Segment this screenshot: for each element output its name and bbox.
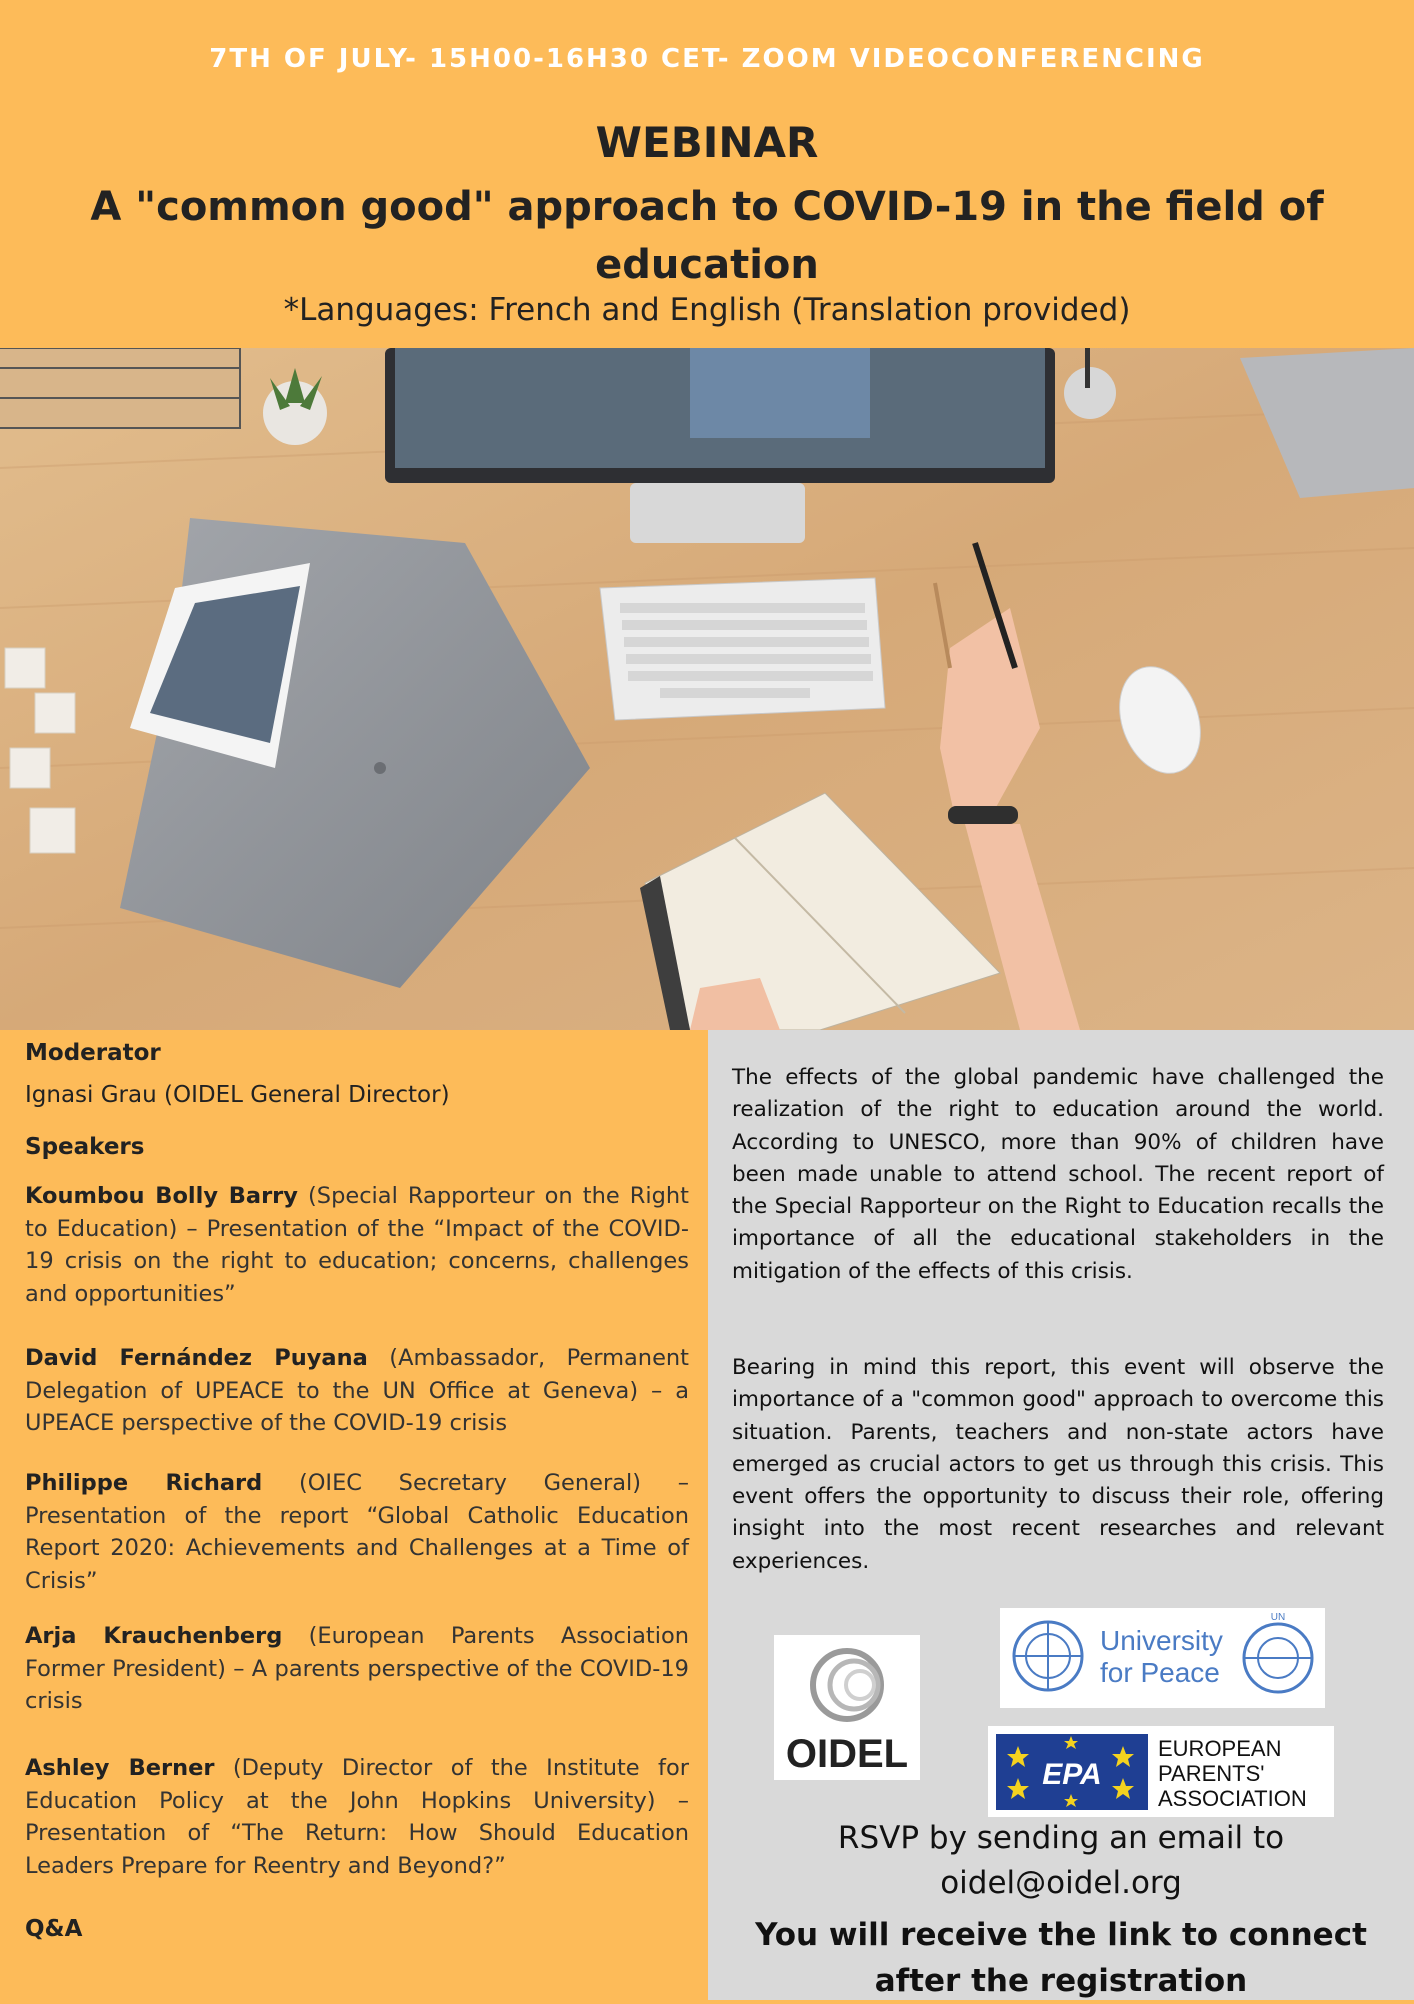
un-label: UN xyxy=(1270,1612,1286,1623)
speaker-details: (Ambassador, Permanent Delegation of UPEACE to the UN Office at Geneva) – a UPEACE perspective of the COVID-19 crisis xyxy=(25,1345,689,1436)
description-paragraph: Bearing in mind this report, this event will observe the importance of a "common good" approach to overcome this situation. Parents, teachers and non-state actors have emerged as crucial actors to get us through this crisis. This event offers the opportunity to discuss their role, offering insight into the most recent researches and relevant experiences. xyxy=(732,1355,1384,1574)
epa-badge: EPA xyxy=(1042,1758,1102,1791)
header-banner xyxy=(0,0,1414,348)
speaker-name: Arja Krauchenberg xyxy=(25,1623,283,1649)
speaker-entry xyxy=(25,1752,689,1882)
speaker-name: Ashley Berner xyxy=(25,1755,215,1781)
epa-line1: EUROPEAN xyxy=(1158,1736,1282,1761)
upeace-line2: for Peace xyxy=(1100,1657,1220,1688)
desk-illustration xyxy=(0,348,1414,1030)
speaker-name: David Fernández Puyana xyxy=(25,1345,368,1371)
speaker-name: Philippe Richard xyxy=(25,1470,263,1496)
languages-note: *Languages: French and English (Translation provided) xyxy=(283,292,1131,328)
speaker-entry xyxy=(25,1620,689,1718)
qa-label: Q&A xyxy=(25,1916,83,1942)
epa-flag-icon xyxy=(988,1726,1334,1817)
wire-basket xyxy=(0,348,240,428)
oidel-logo xyxy=(774,1635,920,1780)
speaker-entry xyxy=(25,1342,689,1440)
hero-photo xyxy=(0,348,1414,1030)
description-panel xyxy=(708,1030,1414,2000)
epa-line3: ASSOCIATION xyxy=(1158,1786,1307,1811)
rsvp-line: RSVP by sending an email to xyxy=(837,1820,1285,1856)
rsvp-email[interactable]: oidel@oidel.org xyxy=(940,1865,1182,1901)
epa-line2: PARENTS' xyxy=(1158,1761,1265,1786)
epa-logo xyxy=(988,1726,1334,1817)
speaker-details: (European Parents Association Former President) – A parents perspective of the COVID-19 crisis xyxy=(25,1623,689,1714)
speaker-details: (OIEC Secretary General) – Presentation of the report “Global Catholic Education Report 2020: Achievements and Challenges at a Time of Crisis” xyxy=(25,1470,689,1594)
oidel-wordmark: OIDEL xyxy=(785,1732,909,1776)
speakers-heading: Speakers xyxy=(25,1134,145,1160)
description-paragraph: The effects of the global pandemic have challenged the realization of the right to education around the world. According to UNESCO, more than 90% of children have been made unable to attend school. The recent report of the Special Rapporteur on the Right to Education recalls the importance of all the educational stakeholders in the mitigation of the effects of this crisis. xyxy=(732,1065,1384,1284)
upeace-emblem-icon xyxy=(1000,1608,1325,1708)
upeace-logo xyxy=(1000,1608,1325,1708)
speaker-details: (Deputy Director of the Institute for Education Policy at the John Hopkins University) – Presentation of “The Return: How Should Education Leaders Prepare for Reentry and Beyond?” xyxy=(25,1755,689,1879)
keyboard xyxy=(600,578,885,720)
speaker-details: (Special Rapporteur on the Right to Education) – Presentation of the “Impact of the COVID-19 crisis on the right to education; concerns, challenges and opportunities” xyxy=(25,1183,689,1307)
event-date-line: 7TH OF JULY- 15H00-16H30 CET- ZOOM VIDEOCONFERENCING xyxy=(209,44,1205,74)
oidel-rings-icon xyxy=(774,1635,920,1780)
speaker-entry xyxy=(25,1467,689,1597)
moderator-heading: Moderator xyxy=(25,1040,161,1066)
page-title: A "common good" approach to COVID-19 in the field of education xyxy=(90,184,1324,288)
speakers-panel xyxy=(0,1030,708,2000)
moderator-name: Ignasi Grau (OIDEL General Director) xyxy=(25,1082,450,1108)
upeace-line1: University xyxy=(1100,1625,1223,1656)
speaker-entry xyxy=(25,1180,689,1310)
speaker-name: Koumbou Bolly Barry xyxy=(25,1183,298,1209)
webinar-label: WEBINAR xyxy=(595,118,819,167)
rsvp-note: You will receive the link to connect after the registration xyxy=(755,1917,1367,1999)
